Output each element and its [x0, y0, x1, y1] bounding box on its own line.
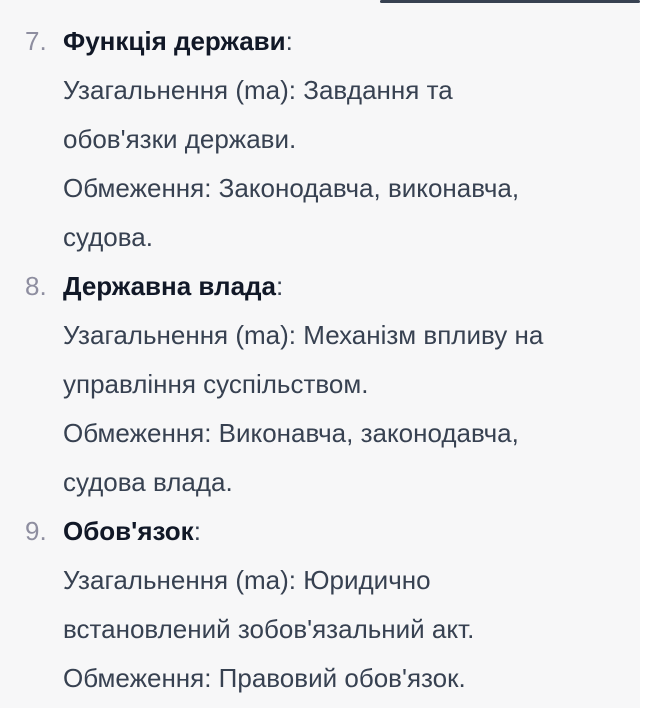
- item-heading-line: [63, 17, 600, 66]
- list-marker: 7.: [25, 26, 47, 56]
- cut-off-text-line: [0, 0, 653, 4]
- item-colon: :: [285, 26, 293, 56]
- numbered-list: [0, 17, 640, 703]
- item-text-line: Узагальнення (ma): Юридично: [63, 565, 431, 595]
- item-text-line: Узагальнення (ma): Механізм впливу на: [63, 320, 544, 350]
- item-term: Державна влада: [63, 271, 277, 301]
- item-text-line: управління суспільством.: [63, 369, 369, 399]
- list-marker: 8.: [25, 271, 47, 301]
- item-heading-line: [63, 507, 600, 556]
- cut-off-underline: [380, 0, 640, 3]
- list-item: [0, 17, 640, 262]
- item-text-line: судова.: [63, 222, 153, 252]
- item-colon: :: [193, 516, 201, 546]
- list-item: [0, 262, 640, 507]
- item-text-line: обов'язки держави.: [63, 124, 297, 154]
- item-text-line: Обмеження: Законодавча, виконавча,: [63, 173, 520, 203]
- item-text-line: судова влада.: [63, 467, 233, 497]
- item-term: Функція держави: [63, 26, 286, 56]
- item-colon: :: [276, 271, 284, 301]
- item-text-line: встановлений зобов'язальний акт.: [63, 614, 475, 644]
- item-heading-line: [63, 262, 600, 311]
- list-item: [0, 507, 640, 703]
- item-text-line: Обмеження: Правовий обов'язок.: [63, 663, 466, 693]
- item-text-line: Узагальнення (ma): Завдання та: [63, 75, 453, 105]
- item-text-line: Обмеження: Виконавча, законодавча,: [63, 418, 519, 448]
- item-term: Обов'язок: [63, 516, 194, 546]
- list-marker: 9.: [25, 516, 47, 546]
